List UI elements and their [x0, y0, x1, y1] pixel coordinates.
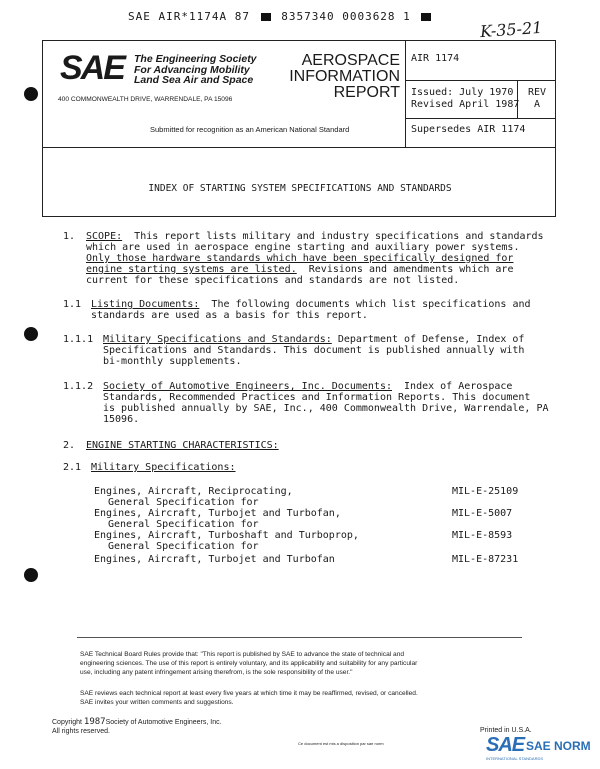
review-notice: SAE reviews each technical report at least every five years at which time it may be reaffirmed, revised, or cancelled. SAE invites your written comments and suggestions. [80, 690, 418, 706]
revision: REV A [522, 87, 552, 111]
section-1-number: 1. [63, 231, 76, 242]
technical-board-rules: SAE Technical Board Rules provide that: "This report is published by SAE to advance the state of technical and engineering sciences. The use of this report is entirely voluntary, and its applicability and suitability for any particular use, including any patent infringement arising therefrom, is the sole responsibility of the user." [80, 651, 418, 676]
report-type: AEROSPACE INFORMATION REPORT [289, 52, 400, 101]
document-code-left: SAE AIR*1174A 87 [128, 10, 250, 23]
section-heading: Society of Automotive Engineers, Inc. Documents: [103, 381, 392, 392]
section-heading: SCOPE: [86, 231, 123, 242]
punch-hole-bottom [24, 568, 38, 582]
sae-logo: SAE [60, 49, 124, 87]
punch-hole-middle [24, 327, 38, 341]
issue-dates [411, 87, 519, 111]
section-1-1-2: Society of Automotive Engineers, Inc. Documents: Index of Aerospace Standards, Recommended Practices and Information Reports. This document is published annually by SAE, Inc., 400 Commonwealth Drive, Warrendale, PA 15096. [103, 381, 549, 425]
watermark-text: SAE NORM [526, 739, 591, 753]
watermark-subtext: INTERNATIONAL STANDARDS [486, 756, 544, 761]
copyright: Copyright 1987Society of Automotive Engineers, Inc. All rights reserved. [52, 717, 222, 735]
handwritten-note: K-35-21 [479, 17, 543, 42]
org-address: 400 COMMONWEALTH DRIVE, WARRENDALE, PA 15096 [58, 96, 233, 103]
revised-date: Revised April 1987 [411, 99, 520, 110]
section-2-1-number: 2.1 [63, 462, 82, 473]
section-1-1: Listing Documents: The following documents which list specifications and standards are used as a basis for this report. [91, 299, 531, 321]
document-title: INDEX OF STARTING SYSTEM SPECIFICATIONS AND STANDARDS [148, 183, 452, 194]
section-1-scope: SCOPE: This report lists military and industry specifications and standards which are used in aerospace engine starting and auxiliary power systems. Only those hardware standards which have been specifically designed for engine starting systems are listed. Revisions and amendments which are current for these specifications and standards are not listed. [86, 231, 544, 286]
section-1-1-1-number: 1.1.1 [63, 334, 94, 345]
section-2-1-heading: Military Specifications: [91, 462, 236, 473]
header-divider [405, 40, 406, 148]
punch-hole-top [24, 87, 38, 101]
small-print: Ce document est mis a disposition par sae norm [298, 741, 384, 746]
barcode-mark [261, 13, 271, 21]
document-code-line [128, 10, 434, 23]
doc-number: AIR 1174 [411, 53, 460, 64]
section-heading: Military Specifications and Standards: [103, 334, 332, 345]
spec-number: MIL-E-87231 [452, 554, 519, 565]
spec-item: Engines, Aircraft, Turbojet and Turbofan, General Specification for MIL-E-5007 [94, 508, 513, 530]
spec-item: Engines, Aircraft, Turbojet and Turbofan MIL-E-87231 [94, 554, 519, 565]
barcode-mark [421, 13, 431, 21]
issued-date: Issued: July 1970 [411, 87, 514, 98]
section-1-1-2-number: 1.1.2 [63, 381, 94, 392]
document-code-right: 8357340 0003628 1 [281, 10, 411, 23]
spec-item: Engines, Aircraft, Turboshaft and Turboprop, General Specification for MIL-E-8593 [94, 530, 513, 552]
spec-number: MIL-E-25109 [452, 486, 519, 497]
submitted-note: Submitted for recognition as an American National Standard [150, 125, 350, 134]
spec-item: Engines, Aircraft, Reciprocating, General Specification for MIL-E-25109 [94, 486, 519, 508]
spec-number: MIL-E-5007 [452, 508, 513, 519]
org-tagline: The Engineering Society For Advancing Mobility Land Sea Air and Space [134, 53, 257, 86]
spec-number: MIL-E-8593 [452, 530, 513, 541]
title-box [42, 147, 556, 217]
copyright-year: 1987 [83, 717, 106, 727]
printed-in: Printed in U.S.A. [480, 727, 532, 734]
revision-value: A [533, 99, 541, 110]
section-heading: Listing Documents: [91, 299, 200, 310]
watermark-logo: SAE [486, 734, 525, 756]
section-2-number: 2. [63, 440, 76, 451]
section-1-1-number: 1.1 [63, 299, 82, 310]
section-2-heading: ENGINE STARTING CHARACTERISTICS: [86, 440, 279, 451]
section-1-1-1: Military Specifications and Standards: Department of Defense, Index of Specifications and Standards. This document is published annually with bi-monthly supplements. [103, 334, 525, 367]
supersedes: Supersedes AIR 1174 [411, 124, 526, 135]
footer-rule [77, 637, 522, 638]
